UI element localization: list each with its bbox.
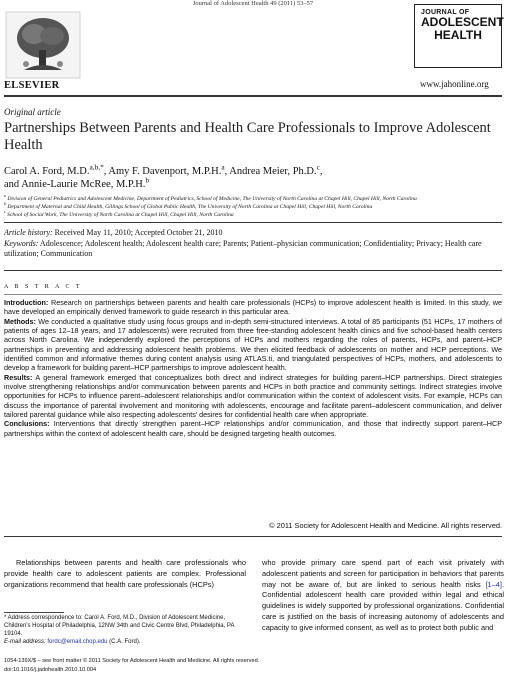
- abstract-section: [4, 373, 502, 420]
- citation-link[interactable]: [1–4]: [485, 579, 502, 589]
- author-affiliation-marker: a: [221, 162, 225, 172]
- author-affiliation-marker: b: [145, 175, 150, 185]
- keywords-label: Keywords:: [4, 239, 39, 248]
- elsevier-tree-logo: [4, 10, 82, 82]
- abstract-section-label: Methods:: [4, 316, 36, 326]
- email-suffix: (C.A. Ford).: [107, 639, 141, 645]
- body-left-column: [4, 558, 246, 590]
- affiliation-text: Division of General Pediatrics and Adolescent Medicine, Department of Pediatrics, School of Medicine, The University of North Carolina at Chapel Hill, Chapel Hill, North Carolina: [7, 196, 417, 202]
- journal-website[interactable]: www.jahonline.org: [420, 79, 489, 89]
- article-history-dates: Received May 11, 2010; Accepted October 21, 2010: [52, 228, 223, 237]
- divider: [4, 222, 502, 223]
- keywords: [4, 239, 504, 259]
- body-paragraph: [262, 558, 504, 634]
- author-name: Andrea Meier, Ph.D.: [229, 166, 317, 177]
- author-separator: ,: [319, 166, 323, 177]
- journal-title-box: [414, 4, 502, 68]
- article-history: [4, 228, 223, 237]
- author-list: [4, 162, 494, 191]
- journal-title-line2: ADOLESCENT: [421, 15, 504, 29]
- author-separator: ,: [224, 166, 230, 177]
- abstract-section-text: A general framework emerged that conceptualizes both direct and indirect strategies for building parent–HCP partnerships. Direct strategies involve strengthening relationships and/or communication between parents and HCPs in both practice and community settings. Indirect strategies involve opportunities for HCPs to influence parent–adolescent relationships and/or communication within the context of adolescent visits. For example, HCPs can discuss the importance of parental involvement and monitoring with adolescents, encourage and facilitate parent–adolescent communication, and deliver tailored parental guidance while also respecting adolescents' desires for confidential health care when appropriate.: [4, 372, 502, 420]
- affiliation-marker: a: [4, 194, 6, 199]
- abstract-section-text: We conducted a qualitative study using focus groups and in-depth semi-structured interviews. A total of 85 participants (51 HCPs, 17 mothers of patients of ages 12–18 years, and 17 adolescents) were recruited from three free-standing adolescent health clinics and five school-based health centers across North Carolina. We independently explored the perceptions of HCPs and mothers regarding the roles of parents, HCPs, and parent–HCP partnerships in preventing and addressing adolescent health problems. We then elicited feedback of adolescents on mother and HCP perceptions. We identified common and informative themes during content analysis using ATLAS.ti, and triangulated perspectives of HCPs, mothers, and adolescents to develop a framework for building parent–HCP partnerships to improve adolescent health.: [4, 316, 502, 373]
- abstract-section: [4, 298, 502, 317]
- affiliation-text: School of Social Work, The University of North Carolina at Chapel Hill, Chapel Hill, North Carolina: [7, 212, 234, 218]
- body-text: . Confidential adolescent health care provided within legal and ethical guidelines is widely supported by professional organizations. Confidential care is justified on the basis of increasing autonomy of adolescents and capacity to give informed consent, as well as to protect both public and: [262, 579, 504, 632]
- publisher-name: ELSEVIER: [4, 80, 60, 91]
- journal-title-line3: HEALTH: [434, 28, 482, 42]
- body-paragraph: Relationships between parents and health care professionals who provide health care to adolescent patients are complex. Professional organizations recommend that health care professionals (HCPs): [4, 558, 246, 589]
- author-name: and Annie-Laurie McRee, M.P.H.: [4, 179, 146, 190]
- affiliation-text: Department of Maternal and Child Health, Gillings School of Global Public Health, The University of North Carolina at Chapel Hill, Chapel Hill, North Carolina: [7, 204, 373, 210]
- author-separator: ,: [103, 166, 109, 177]
- footnote-marker: *: [4, 615, 7, 621]
- issn-line: 1054-139X/$ – see front matter © 2011 Society for Adolescent Health and Medicine. All rights reserved.: [4, 658, 260, 664]
- article-title: Partnerships Between Parents and Health Care Professionals to Improve Adolescent Health: [4, 120, 491, 153]
- abstract-section-text: Interventions that directly strengthen parent–HCP relationships and/or communication, and those that indirectly support parent–HCP partnerships within the context of adolescent health care, should be designed targeting health outcomes.: [4, 419, 502, 438]
- author-affiliation-marker: c: [316, 162, 320, 172]
- correspondence-footnote: [4, 614, 248, 646]
- affiliation: [4, 211, 504, 219]
- affiliation: [4, 203, 504, 211]
- body-text: who provide primary care spend part of each visit privately with adolescent patients and screen for participation in behaviors that parents may not be aware of, but are linked to serious health risks: [262, 558, 504, 589]
- article-section: Original article: [4, 107, 61, 117]
- email-label: E-mail address:: [4, 639, 46, 645]
- abstract-section: [4, 419, 502, 438]
- abstract-body: [4, 298, 502, 438]
- abstract-section-label: Conclusions:: [4, 419, 50, 429]
- footnote-rule: [4, 612, 64, 613]
- abstract-label: A B S T R A C T: [4, 284, 83, 290]
- footnote-text: Address correspondence to: Carol A. Ford, M.D., Division of Adolescent Medicine, Children's Hospital of Philadelphia, 12NW 34th and Civic Centre Blvd, Philadelphia, PA 19104.: [4, 615, 235, 637]
- abstract-section-text: Research on partnerships between parents and health care professionals (HCPs) to improve adolescent health is limited. In this study, we have developed an empirically derived framework to guide research in this particular area.: [4, 298, 502, 317]
- abstract-section: [4, 317, 502, 373]
- divider: [4, 270, 502, 271]
- doi-line[interactable]: doi:10.1016/j.jadohealth.2010.10.004: [4, 666, 97, 673]
- author-name: Carol A. Ford, M.D.: [4, 166, 90, 177]
- abstract-section-label: Results:: [4, 372, 33, 382]
- keywords-list: Adolescence; Adolescent health; Adolescent health care; Parents; Patient–physician communication; Confidentiality; Privacy; Health care utilization; Communication: [4, 239, 482, 258]
- author-affiliation-marker: a,b,*: [89, 162, 104, 172]
- journal-title-line1: JOURNAL OF: [421, 9, 470, 16]
- article-history-label: Article history:: [4, 228, 53, 237]
- abstract-section-label: Introduction:: [4, 298, 49, 307]
- author-name: Amy F. Davenport, M.P.H.: [108, 166, 222, 177]
- header-rule: [4, 95, 502, 97]
- divider: [4, 294, 502, 295]
- journal-citation: Journal of Adolescent Health 49 (2011) 53–57: [192, 0, 314, 7]
- affiliation-marker: b: [4, 202, 6, 207]
- affiliation-marker: c: [4, 210, 6, 215]
- abstract-copyright: © 2011 Society for Adolescent Health and Medicine. All rights reserved.: [269, 521, 502, 530]
- email-link[interactable]: fordc@email.chop.edu: [47, 639, 108, 645]
- affiliation: [4, 195, 504, 203]
- body-right-column: [262, 558, 504, 634]
- issn-doi: [4, 657, 259, 674]
- divider: [4, 536, 502, 537]
